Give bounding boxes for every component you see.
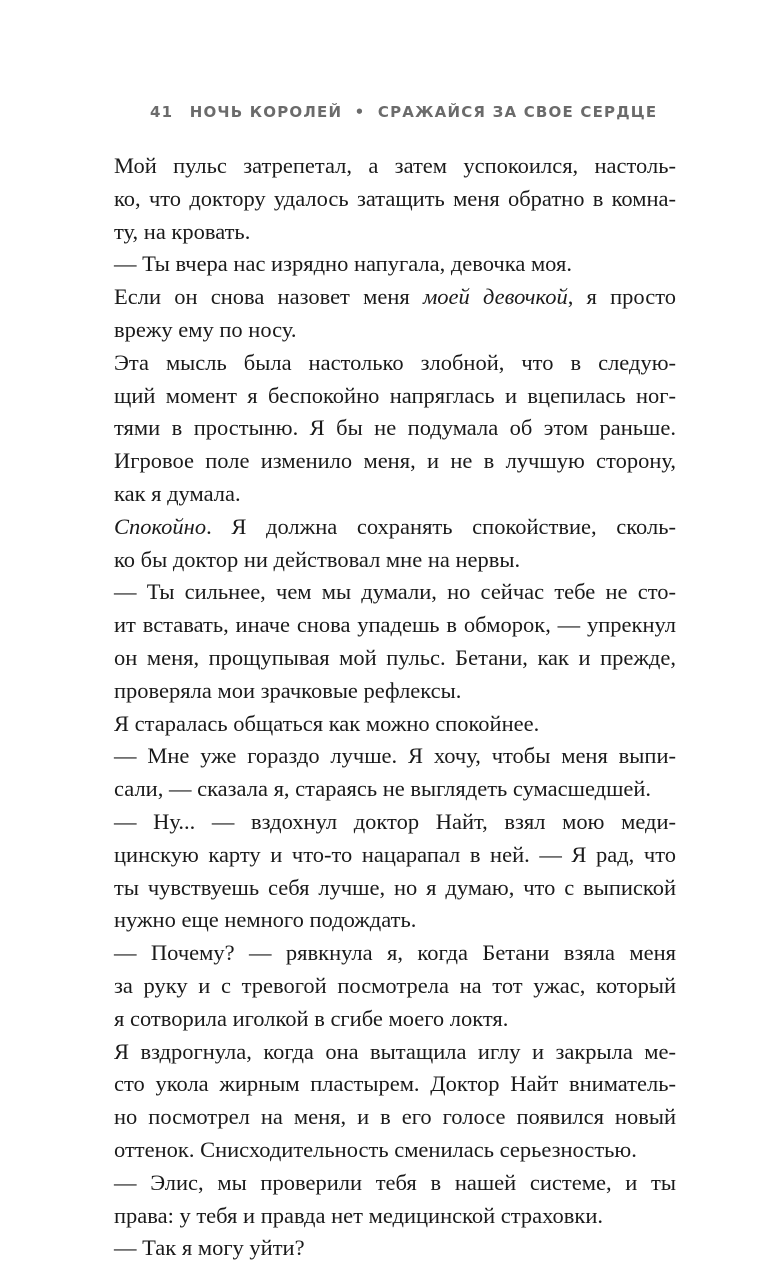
text-line: оттенок. Снисходительность сменилась серьезностью. (114, 1136, 637, 1162)
text-line: нужно еще немного подождать. (114, 907, 417, 933)
text-line: сто укола жирным пластырем. Доктор Найт вниматель- (114, 1071, 676, 1097)
text-line: — Ты вчера нас изрядно напугала, девочка моя. (114, 251, 572, 277)
text-line: врежу ему по носу. (114, 316, 297, 342)
text-line: щий момент я беспокойно напряглась и вцепилась ног- (114, 382, 676, 408)
text-line: за руку и с тревогой посмотрела на тот ужас, который (114, 972, 676, 998)
paragraph (86, 248, 676, 281)
text-line: — Почему? — рявкнула я, когда Бетани взяла меня (114, 940, 676, 966)
text-line: Игровое поле изменило меня, и не в лучшую сторону, (114, 448, 676, 474)
text-line: Я вздрогнула, когда она вытащила иглу и закрыла ме- (114, 1038, 676, 1064)
italic-text: Спокойно (114, 513, 207, 539)
text-line: я сотворила иголкой в сгибе моего локтя. (114, 1005, 509, 1031)
text-line (86, 281, 676, 314)
text-run: , я просто (567, 284, 676, 310)
text-line: как я думала. (114, 480, 241, 506)
paragraph (86, 511, 676, 577)
italic-text: моей девочкой (422, 284, 568, 310)
paragraph (86, 1036, 676, 1167)
text-line: — Элис, мы проверили тебя в нашей системе, и ты (114, 1169, 676, 1195)
text-line: но посмотрел на меня, и в его голосе появился новый (114, 1104, 676, 1130)
body-text (86, 150, 676, 1265)
text-line: сали, — сказала я, стараясь не выглядеть сумасшедшей. (114, 776, 652, 802)
text-line (86, 511, 676, 544)
text-line: — Ну... — вздохнул доктор Найт, взял мою меди- (114, 808, 676, 834)
text-run: Если он снова назовет меня (114, 284, 423, 310)
paragraph (86, 937, 676, 1035)
paragraph (86, 740, 676, 806)
header-separator: • (354, 103, 366, 121)
text-line: цинскую карту и что-то нацарапал в ней. — Я рад, что (114, 841, 676, 867)
book-title: НОЧЬ КОРОЛЕЙ (189, 103, 343, 121)
text-line: — Ты сильнее, чем мы думали, но сейчас тебе не сто- (114, 579, 676, 605)
paragraph (86, 708, 676, 741)
text-line: ты чувствуешь себя лучше, но я думаю, что с выпиской (114, 874, 676, 900)
text-line: ту, на кровать. (114, 218, 251, 244)
paragraph (86, 576, 676, 707)
text-line: тями в простыню. Я бы не подумала об этом раньше. (114, 415, 676, 441)
text-line: Я старалась общаться как можно спокойнее. (114, 710, 540, 736)
text-line: он меня, прощупывая мой пульс. Бетани, как и прежде, (114, 644, 676, 670)
text-line: ко бы доктор ни действовал мне на нервы. (114, 546, 521, 572)
paragraph (86, 150, 676, 248)
text-line: Эта мысль была настолько злобной, что в следую- (114, 349, 676, 375)
text-line: — Так я могу уйти? (114, 1235, 305, 1261)
text-line: ит вставать, иначе снова упадешь в обморок, — упрекнул (114, 612, 676, 638)
text-run: . Я должна сохранять спокойствие, сколь- (206, 513, 676, 539)
book-subtitle: СРАЖАЙСЯ ЗА СВОЕ СЕРДЦЕ (377, 103, 658, 121)
paragraph (86, 1232, 676, 1265)
text-line: права: у тебя и правда нет медицинской страховки. (114, 1202, 604, 1228)
paragraph (86, 281, 676, 347)
page-number: 41 (150, 103, 174, 121)
text-line: — Мне уже гораздо лучше. Я хочу, чтобы меня выпи- (114, 743, 676, 769)
running-head (150, 103, 658, 127)
paragraph (86, 806, 676, 937)
paragraph (86, 1167, 676, 1233)
text-line: Мой пульс затрепетал, а затем успокоился, настоль- (114, 153, 676, 178)
text-line: проверяла мои зрачковые рефлексы. (114, 677, 462, 703)
text-line: ко, что доктору удалось затащить меня обратно в комна- (114, 185, 676, 211)
paragraph (86, 347, 676, 511)
